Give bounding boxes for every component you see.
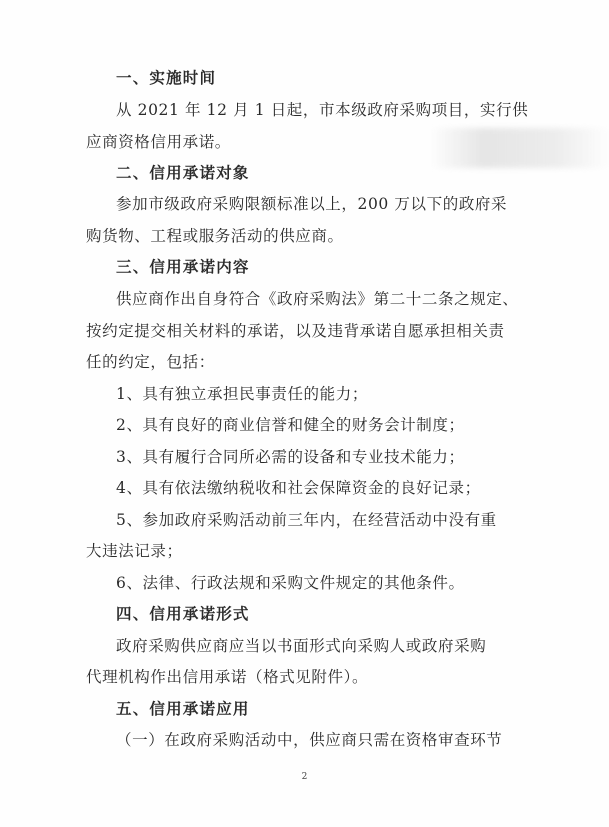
list-item-continuation: 大违法记录；: [86, 542, 183, 560]
list-item: 1、具有独立承担民事责任的能力；: [116, 385, 368, 403]
scan-bleed-through: [430, 128, 609, 168]
page-number: 2: [301, 772, 308, 782]
section-heading-2: 二、信用承诺对象: [116, 164, 250, 182]
paragraph-line: 代理机构作出信用承诺（格式见附件）。: [86, 668, 369, 686]
paragraph-line: 从 2021 年 12 月 1 日起，市本级政府采购项目，实行供: [116, 101, 529, 119]
paragraph-line: 应商资格信用承诺。: [86, 133, 231, 151]
paragraph-line: 政府采购供应商应当以书面形式向采购人或政府采购: [116, 637, 487, 655]
paragraph-line: 供应商作出自身符合《政府采购法》第二十二条之规定、: [116, 290, 519, 308]
paragraph-line: 任的约定，包括：: [86, 353, 215, 371]
list-item: 3、具有履行合同所必需的设备和专业技术能力；: [116, 448, 465, 466]
section-heading-1: 一、实施时间: [116, 69, 217, 87]
list-item: 5、参加政府采购活动前三年内，在经营活动中没有重: [116, 511, 497, 529]
paragraph-line: 按约定提交相关材料的承诺，以及违背承诺自愿承担相关责: [86, 322, 505, 340]
list-item: 6、法律、行政法规和采购文件规定的其他条件。: [116, 574, 465, 592]
paragraph-line: 参加市级政府采购限额标准以上，200 万以下的政府采: [116, 195, 508, 213]
list-item: 4、具有依法缴纳税收和社会保障资金的良好记录；: [116, 479, 481, 497]
section-heading-4: 四、信用承诺形式: [116, 605, 250, 623]
paragraph-line: 购货物、工程或服务活动的供应商。: [86, 227, 344, 245]
section-heading-3: 三、信用承诺内容: [116, 258, 250, 276]
section-heading-5: 五、信用承诺应用: [116, 700, 250, 718]
paragraph-line: （一）在政府采购活动中，供应商只需在资格审查环节: [116, 731, 503, 749]
list-item: 2、具有良好的商业信誉和健全的财务会计制度；: [116, 416, 465, 434]
